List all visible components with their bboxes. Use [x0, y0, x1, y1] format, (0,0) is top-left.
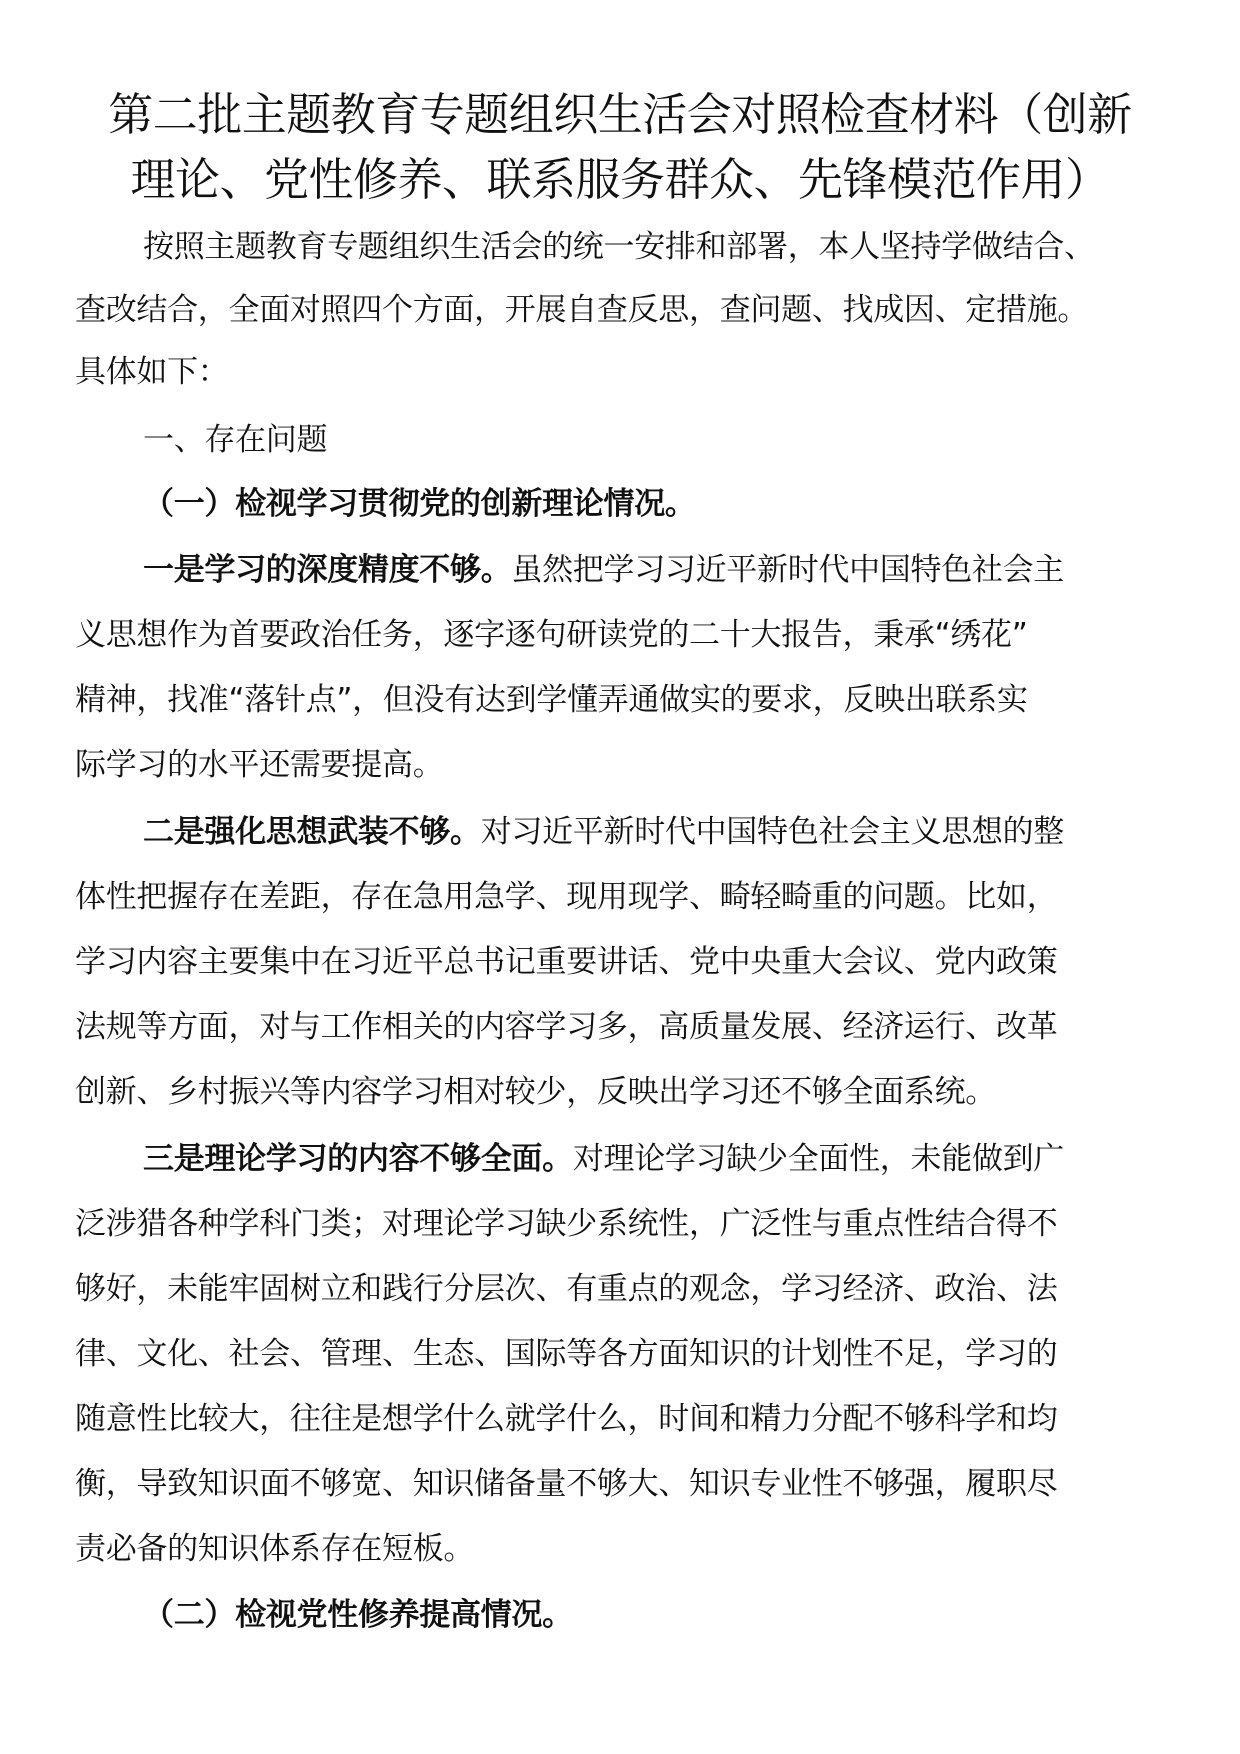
point-3-line-4: 律、文化、社会、管理、生态、国际等各方面知识的计划性不足，学习的	[75, 1336, 1058, 1372]
point-3-line-2: 泛涉猎各种学科门类；对理论学习缺少系统性，广泛性与重点性结合得不	[75, 1206, 1058, 1242]
point-2-line-5: 创新、乡村振兴等内容学习相对较少，反映出学习还不够全面系统。	[75, 1074, 996, 1110]
point-1-line-1	[143, 548, 1183, 592]
point-3-first-line-text: 对理论学习缺少全面性，未能做到广	[572, 1141, 1065, 1177]
point-3-line-6: 衡，导致知识面不够宽、知识储备量不够大、知识专业性不够强，履职尽	[75, 1466, 1058, 1502]
point-2-line-2: 体性把握存在差距，存在急用急学、现用现学、畸轻畸重的问题。比如，	[75, 879, 1058, 915]
point-3-line-7: 责必备的知识体系存在短板。	[75, 1531, 475, 1567]
subsection-heading-2: （二）检视党性修养提高情况。	[143, 1597, 573, 1633]
point-3-line-5: 随意性比较大，往往是想学什么就学什么，时间和精力分配不够科学和均	[75, 1401, 1058, 1437]
point-1-line-4: 际学习的水平还需要提高。	[75, 747, 444, 783]
point-3-line-3: 够好，未能牢固树立和践行分层次、有重点的观念，学习经济、政治、法	[75, 1271, 1058, 1307]
intro-line-1: 按照主题教育专题组织生活会的统一安排和部署，本人坚持学做结合、	[143, 229, 1095, 265]
point-1-first-line-text: 虽然把学习习近平新时代中国特色社会主	[511, 552, 1065, 588]
point-1-lead: 一是学习的深度精度不够。	[143, 552, 512, 588]
document-title-line-1: 第二批主题教育专题组织生活会对照检查材料（创新	[108, 88, 1132, 141]
point-2-lead: 二是强化思想武装不够。	[143, 814, 481, 850]
document-title-line-2: 理论、党性修养、联系服务群众、先锋模范作用）	[130, 153, 1110, 206]
intro-line-2: 查改结合，全面对照四个方面，开展自查反思，查问题、找成因、定措施。	[75, 292, 1089, 328]
intro-line-3: 具体如下：	[75, 354, 229, 390]
point-2-line-4: 法规等方面，对与工作相关的内容学习多，高质量发展、经济运行、改革	[75, 1009, 1058, 1045]
section-heading-problems: 一、存在问题	[143, 422, 328, 458]
point-3-line-1	[143, 1137, 1183, 1181]
point-2-first-line-text: 对习近平新时代中国特色社会主义思想的整	[480, 814, 1065, 850]
point-1-line-3: 精神，找准“落针点”，但没有达到学懂弄通做实的要求，反映出联系实	[75, 682, 1028, 718]
point-1-line-2: 义思想作为首要政治任务，逐字逐句研读党的二十大报告，秉承“绣花”	[75, 617, 1028, 653]
point-2-line-3: 学习内容主要集中在习近平总书记重要讲话、党中央重大会议、党内政策	[75, 944, 1058, 980]
point-3-lead: 三是理论学习的内容不够全面。	[143, 1141, 573, 1177]
subsection-heading-1: （一）检视学习贯彻党的创新理论情况。	[143, 486, 696, 522]
point-2-line-1	[143, 810, 1183, 854]
